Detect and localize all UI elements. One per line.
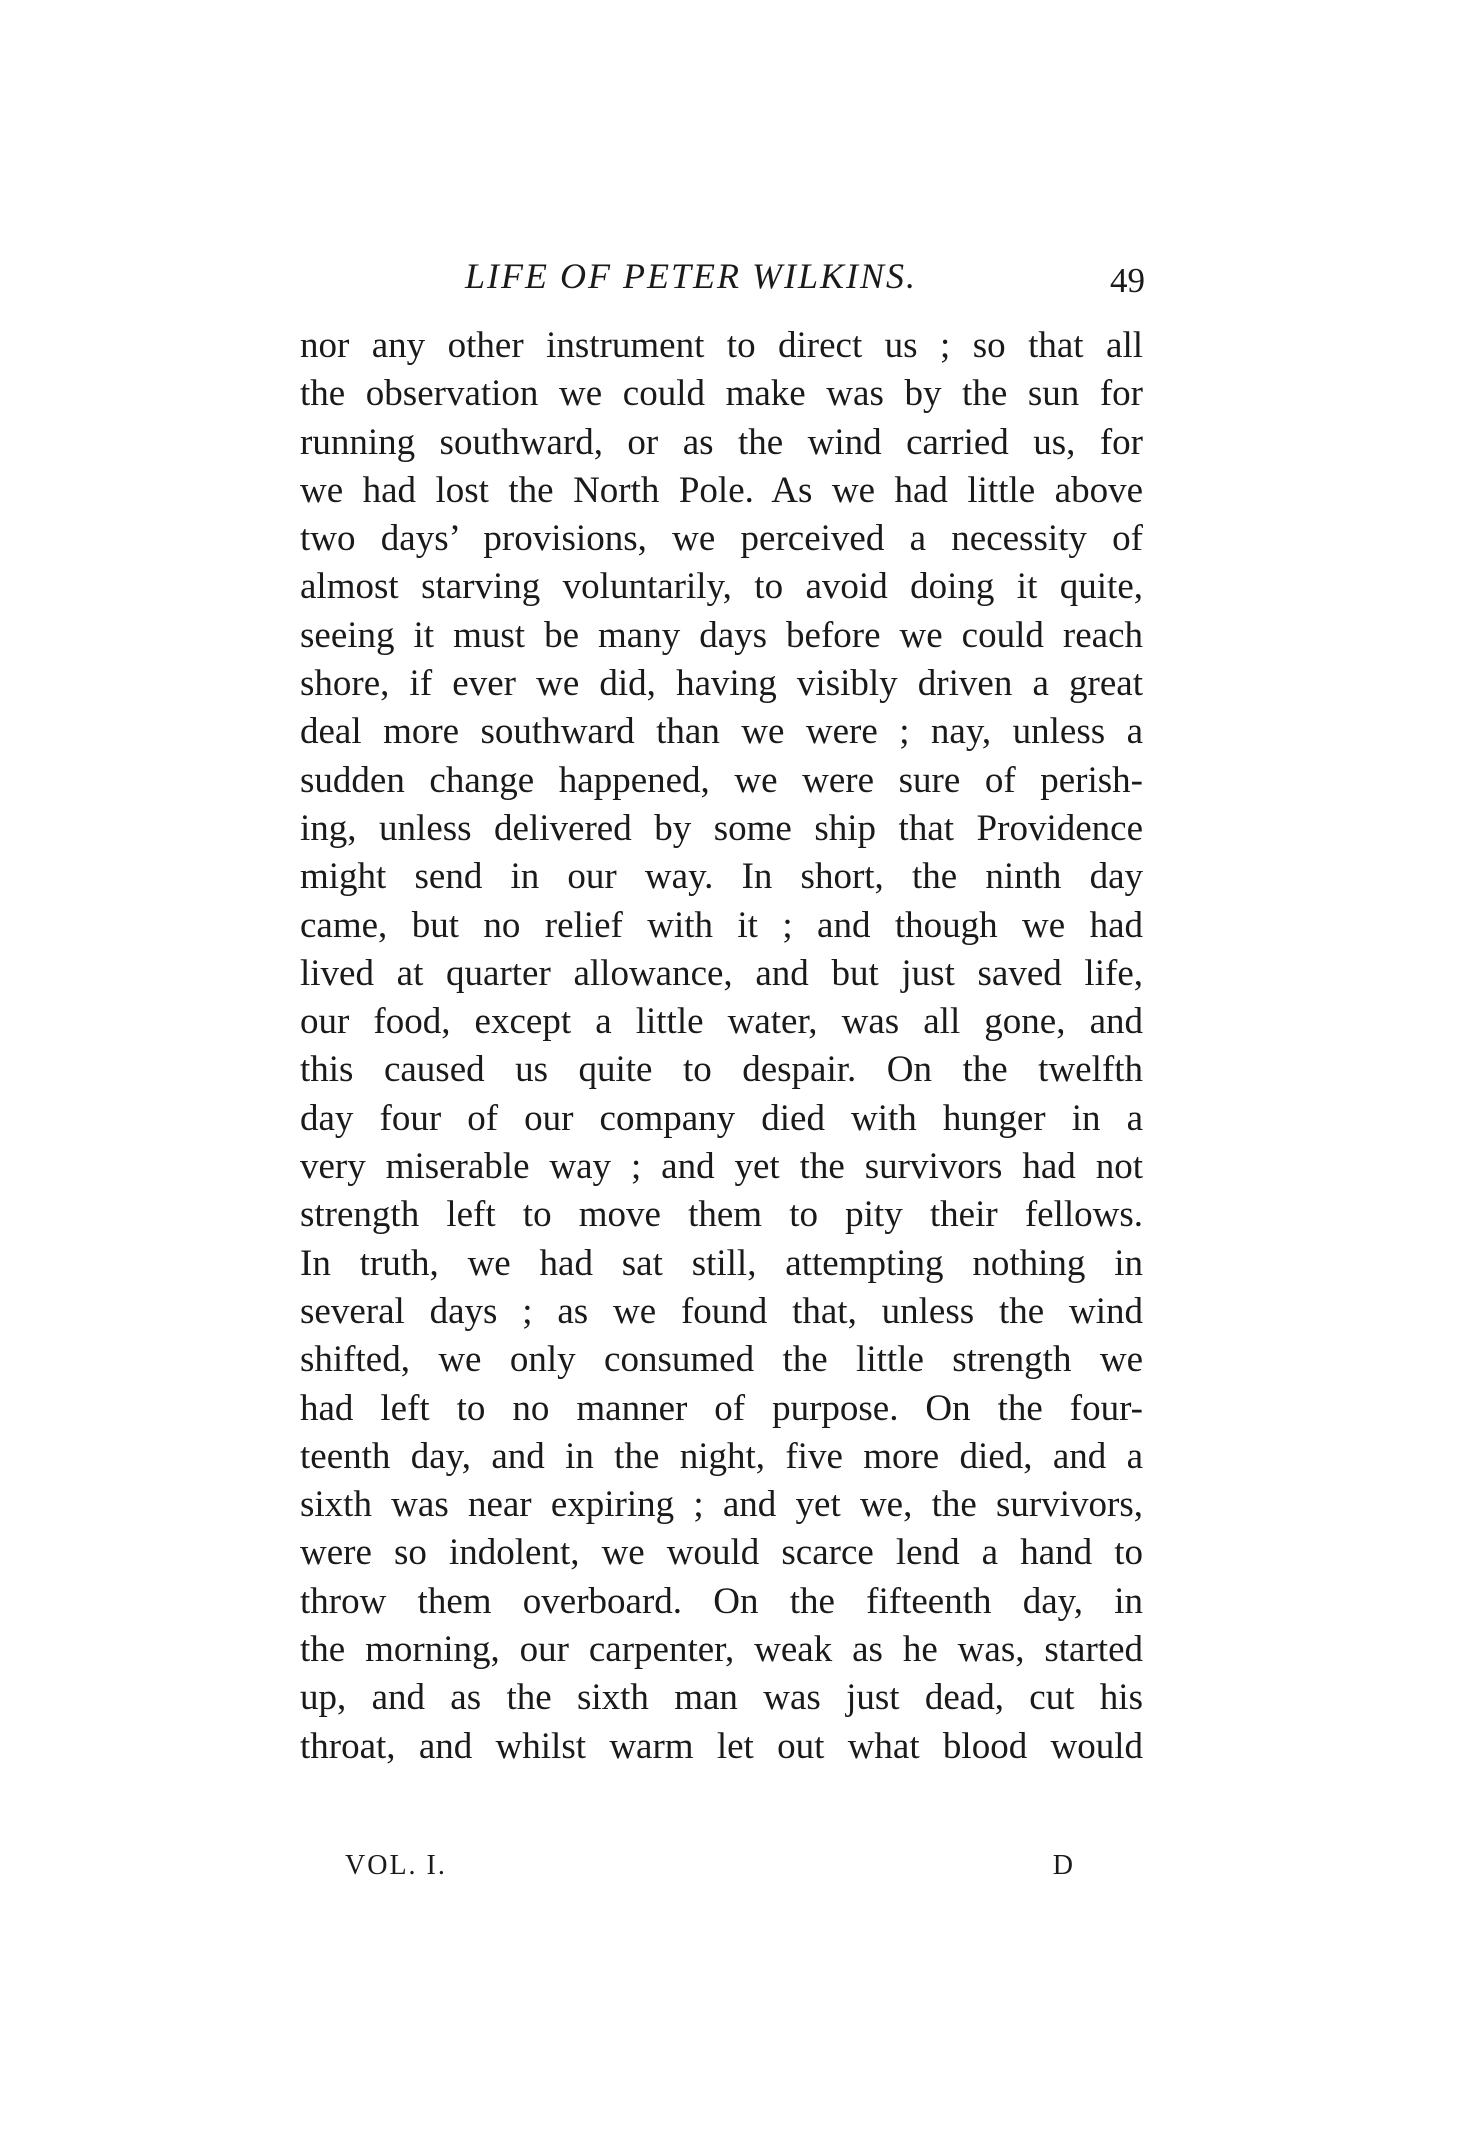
text-line: several days ; as we found that, unless the wind [300, 1290, 1143, 1332]
text-line: two days’ provisions, we perceived a necessity of [300, 518, 1143, 560]
text-line: teenth day, and in the night, five more died, and a [300, 1435, 1143, 1477]
text-line: were so indolent, we would scarce lend a hand to [300, 1532, 1143, 1574]
text-line: ing, unless delivered by some ship that Providence [300, 807, 1143, 849]
text-line: sudden change happened, we were sure of perish- [300, 759, 1143, 801]
volume-mark: VOL. I. [345, 1850, 447, 1881]
text-line: seeing it must be many days before we could reach [300, 614, 1143, 656]
text-line: the morning, our carpenter, weak as he was, started [300, 1629, 1143, 1671]
text-line: sixth was near expiring ; and yet we, the survivors, [300, 1484, 1143, 1526]
text-line: might send in our way. In short, the ninth day [300, 856, 1143, 898]
text-line: In truth, we had sat still, attempting nothing in [300, 1242, 1143, 1284]
text-line: nor any other instrument to direct us ; so that all [300, 325, 1143, 366]
text-line: came, but no relief with it ; and though we had [300, 904, 1143, 946]
text-line: throat, and whilst warm let out what blood would [300, 1725, 1143, 1767]
running-head [300, 255, 1160, 305]
signature-mark: D [1052, 1850, 1075, 1881]
text-line: our food, except a little water, was all gone, and [300, 1001, 1143, 1043]
running-title: LIFE OF PETER WILKINS. [465, 256, 917, 296]
text-line: almost starving voluntarily, to avoid doing it quite, [300, 566, 1143, 608]
text-line: day four of our company died with hunger in a [300, 1097, 1143, 1139]
text-line: throw them overboard. On the fifteenth day, in [300, 1580, 1143, 1622]
text-line: we had lost the North Pole. As we had little above [300, 469, 1143, 511]
text-line: running southward, or as the wind carried us, for [300, 421, 1143, 463]
text-line: shifted, we only consumed the little strength we [300, 1339, 1143, 1381]
text-line: the observation we could make was by the sun for [300, 373, 1143, 415]
text-line: up, and as the sixth man was just dead, cut his [300, 1677, 1143, 1719]
text-line: very miserable way ; and yet the survivors had not [300, 1146, 1143, 1188]
signature-line [345, 1850, 1075, 1890]
text-line: had left to no manner of purpose. On the four- [300, 1387, 1143, 1429]
text-line: lived at quarter allowance, and but just saved life, [300, 952, 1143, 994]
text-line: deal more southward than we were ; nay, unless a [300, 711, 1143, 753]
text-line: shore, if ever we did, having visibly driven a great [300, 663, 1143, 705]
page-number: 49 [1110, 261, 1145, 300]
text-line: this caused us quite to despair. On the twelfth [300, 1049, 1143, 1091]
body-text [300, 322, 1143, 1771]
text-line: strength left to move them to pity their fellows. [300, 1194, 1143, 1236]
